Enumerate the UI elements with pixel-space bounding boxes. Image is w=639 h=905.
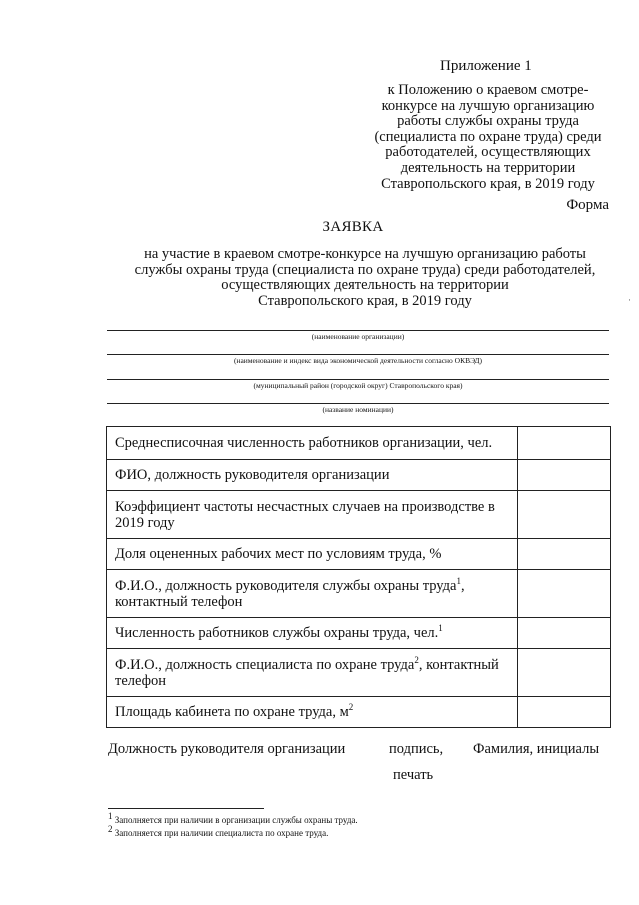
- footnote-ref: 1: [438, 623, 443, 634]
- footnote-ref: 1: [456, 575, 461, 586]
- table-row: [107, 649, 611, 697]
- municipality-caption: (муниципальный район (городской округ) Ставропольского края): [253, 381, 463, 390]
- appendix-reference: [356, 83, 620, 192]
- row-label: Ф.И.О., должность руководителя службы охраны труда$^1$, контактный телефон: [107, 570, 518, 618]
- table-row: [107, 570, 611, 618]
- appendix-title: Приложение 1: [440, 58, 532, 74]
- name-label: Фамилия, инициалы: [473, 741, 600, 757]
- appendix-line: деятельность на территории: [400, 159, 576, 176]
- document-title: ЗАЯВКА: [322, 219, 384, 235]
- footnote-2: $^2$ Заполняется при наличии специалиста по охране труда.: [108, 824, 329, 838]
- row-label: Ф.И.О., должность специалиста по охране труда$^2$, контактный телефон: [107, 649, 518, 697]
- table-row: [107, 460, 611, 491]
- value-cell[interactable]: [518, 649, 611, 697]
- value-cell[interactable]: [518, 460, 611, 491]
- table-row: [107, 427, 611, 460]
- okved-caption: (наименование и индекс вида экономической деятельности согласно ОКВЭД): [233, 356, 483, 365]
- footnote-ref: 2: [414, 654, 419, 665]
- footnote-mark: 1: [108, 811, 113, 821]
- footnote-ref: 2: [348, 702, 354, 713]
- municipality-line[interactable]: [107, 379, 609, 380]
- value-cell[interactable]: [518, 539, 611, 570]
- nomination-caption: (название номинации): [322, 405, 394, 414]
- value-cell[interactable]: [518, 618, 611, 649]
- row-label: Численность работников службы охраны труда, чел.$^1$: [107, 618, 518, 649]
- scan-mark: ·: [628, 295, 631, 305]
- application-table: [106, 426, 611, 728]
- signature-row: [108, 741, 608, 761]
- footnote-mark: 2: [108, 824, 113, 834]
- table-row: [107, 697, 611, 728]
- value-cell[interactable]: [518, 697, 611, 728]
- position-label: Должность руководителя организации: [108, 741, 346, 757]
- row-label: Коэффициент частоты несчастных случаев на производстве в 2019 году: [107, 491, 518, 539]
- table-row: [107, 539, 611, 570]
- value-cell[interactable]: [518, 570, 611, 618]
- row-label: ФИО, должность руководителя организации: [107, 460, 518, 491]
- stamp-label: печать: [393, 767, 434, 783]
- appendix-line: Ставропольского края, в 2019 году: [381, 175, 595, 192]
- value-cell[interactable]: [518, 427, 611, 460]
- organization-name-line[interactable]: [107, 330, 609, 331]
- footnote-1: $^1$ Заполняется при наличии в организации службы охраны труда.: [108, 811, 358, 825]
- form-label: Форма: [566, 197, 609, 213]
- value-cell[interactable]: [518, 491, 611, 539]
- footnote-divider: [108, 808, 264, 809]
- appendix-line: работы службы охраны труда: [397, 113, 579, 130]
- row-label: Доля оцененных рабочих мест по условиям труда, %: [107, 539, 518, 570]
- nomination-line[interactable]: [107, 403, 609, 404]
- appendix-line: конкурсе на лучшую организацию: [381, 97, 595, 114]
- subtitle-line: Ставропольского края, в 2019 году: [258, 292, 472, 309]
- row-label: Площадь кабинета по охране труда, $м^2$: [107, 697, 518, 728]
- okved-line[interactable]: [107, 354, 609, 355]
- row-label: Среднесписочная численность работников организации, чел.: [107, 427, 518, 460]
- document-subtitle: [95, 247, 635, 309]
- signature-label: подпись,: [389, 741, 444, 757]
- table-row: [107, 618, 611, 649]
- subtitle-line: службы охраны труда (специалиста по охране труда) среди работодателей,: [134, 261, 596, 278]
- subtitle-line: на участие в краевом смотре-конкурсе на лучшую организацию работы: [144, 246, 586, 262]
- table-row: [107, 491, 611, 539]
- appendix-line: работодателей, осуществляющих: [385, 144, 591, 161]
- appendix-line: к Положению о краевом смотре-: [387, 82, 589, 98]
- organization-name-caption: (наименование организации): [311, 332, 405, 341]
- appendix-line: (специалиста по охране труда) среди: [374, 128, 602, 145]
- subtitle-line: осуществляющих деятельность на территории: [221, 277, 509, 293]
